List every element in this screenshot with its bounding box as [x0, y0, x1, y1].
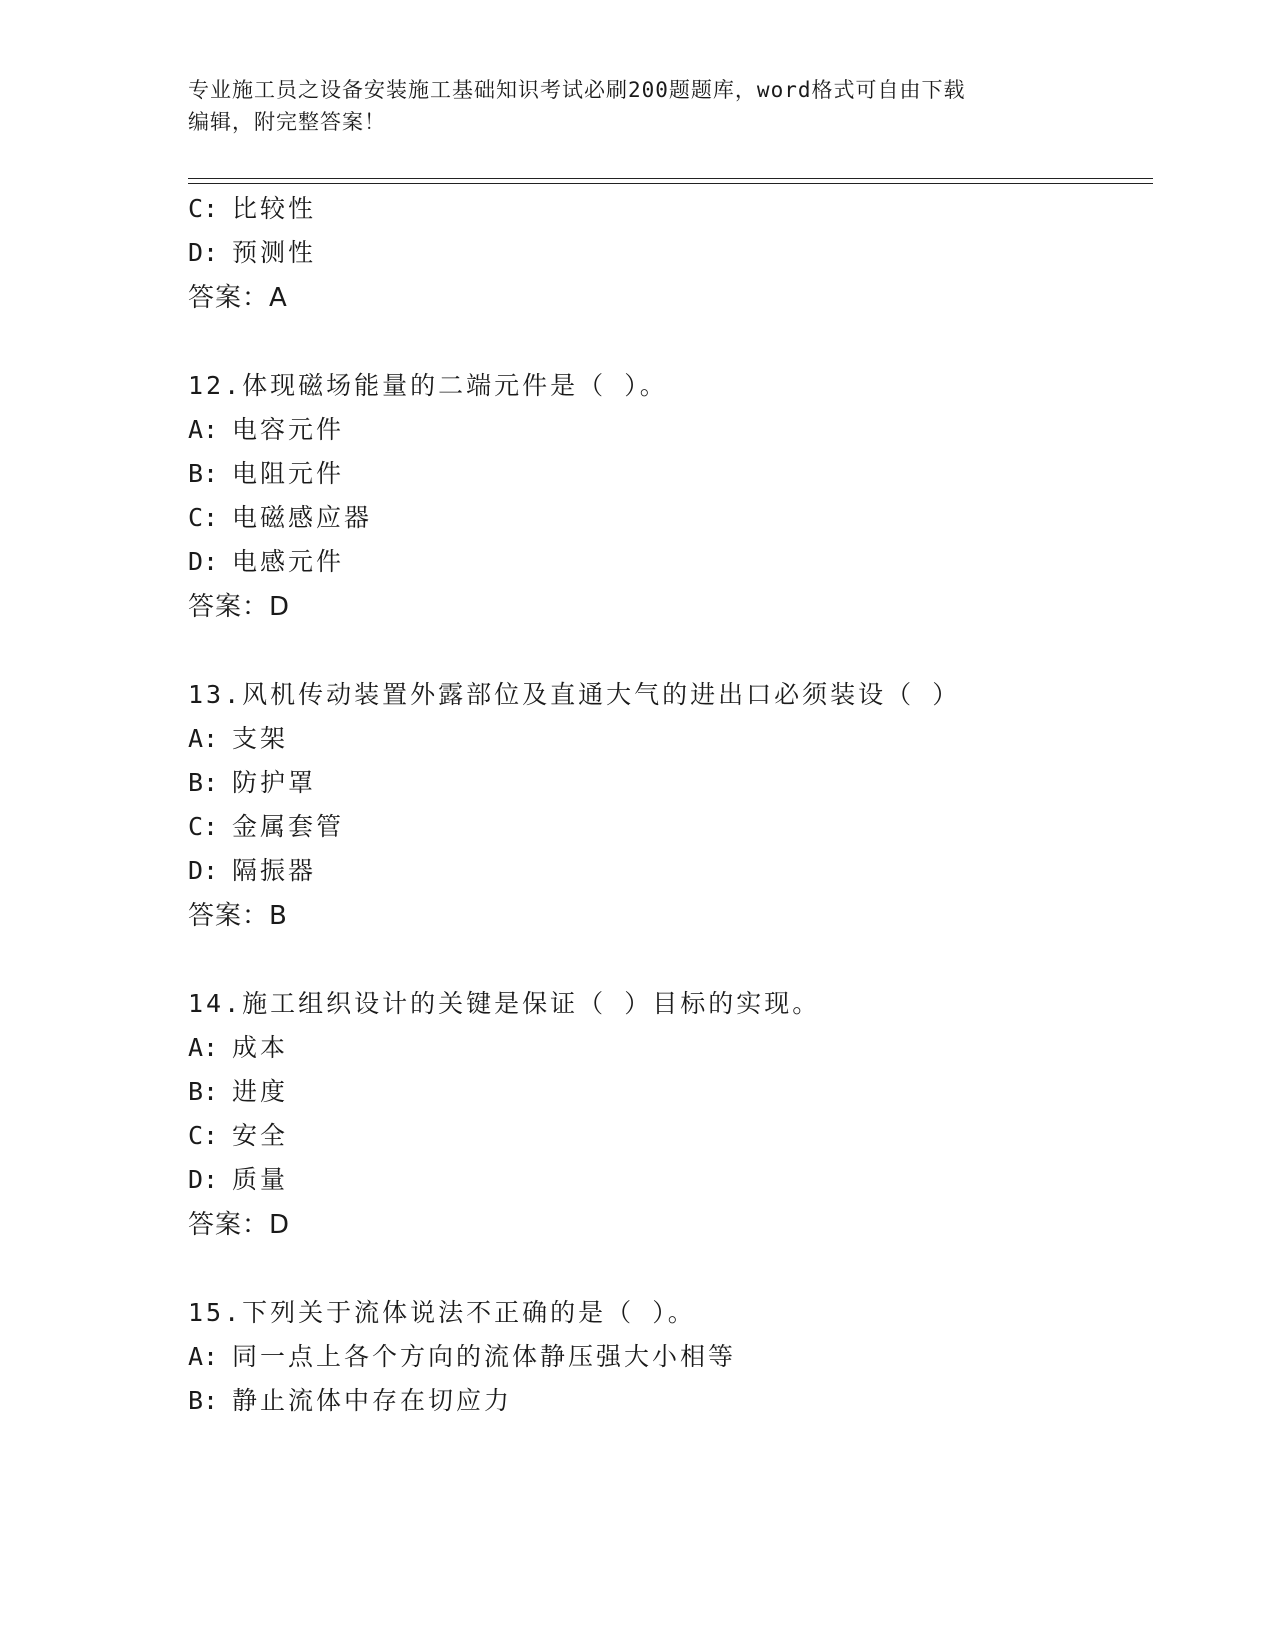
q14-option-b [188, 1076, 288, 1108]
q11-option-d [188, 237, 316, 269]
option-text: 金属套管 [232, 812, 345, 841]
option-letter: D: [188, 856, 219, 885]
q14-answer: 答案：D [188, 1210, 291, 1240]
option-text: 成本 [232, 1033, 289, 1062]
q13-question: 13.风机传动装置外露部位及直通大气的进出口必须装设（ ） [188, 680, 961, 709]
q11-answer: 答案：A [188, 283, 288, 313]
option-letter: B: [188, 768, 219, 797]
option-text: 进度 [232, 1077, 289, 1106]
option-letter: B: [188, 459, 219, 488]
q15-option-b [188, 1385, 512, 1417]
option-text: 同一点上各个方向的流体静压强大小相等 [232, 1342, 737, 1371]
q12-option-a [188, 414, 344, 446]
option-text: 电感元件 [232, 547, 345, 576]
option-letter: D: [188, 1165, 219, 1194]
option-letter: D: [188, 238, 219, 267]
q12-option-c [188, 502, 372, 534]
q13-option-c [188, 811, 344, 843]
option-text: 电容元件 [232, 415, 345, 444]
q12-option-b [188, 458, 344, 490]
q12-question: 12.体现磁场能量的二端元件是（ ）。 [188, 371, 668, 400]
q13-option-a [188, 723, 288, 755]
header-line-2: 编辑，附完整答案！ [188, 110, 386, 134]
option-text: 电阻元件 [232, 459, 345, 488]
option-letter: C: [188, 194, 219, 223]
option-text: 比较性 [232, 194, 317, 223]
q12-answer: 答案：D [188, 592, 291, 622]
option-letter: A: [188, 1033, 219, 1062]
q14-option-c [188, 1120, 288, 1152]
option-text: 预测性 [232, 238, 317, 267]
header-line-1: 专业施工员之设备安装施工基础知识考试必刷200题题库，word格式可自由下载 [188, 78, 966, 102]
option-text: 防护罩 [232, 768, 317, 797]
q13-option-d [188, 855, 316, 887]
option-letter: C: [188, 503, 219, 532]
option-text: 质量 [232, 1165, 289, 1194]
option-letter: D: [188, 547, 219, 576]
option-text: 支架 [232, 724, 289, 753]
option-letter: A: [188, 724, 219, 753]
option-letter: C: [188, 812, 219, 841]
option-letter: A: [188, 1342, 219, 1371]
q13-answer: 答案：B [188, 901, 288, 931]
header-divider-bottom [188, 183, 1153, 184]
document-header [188, 74, 1088, 138]
option-text: 静止流体中存在切应力 [232, 1386, 513, 1415]
q13-option-b [188, 767, 316, 799]
q15-option-a [188, 1341, 736, 1373]
option-letter: A: [188, 415, 219, 444]
q11-option-c [188, 193, 316, 225]
option-text: 隔振器 [232, 856, 317, 885]
option-letter: B: [188, 1077, 219, 1106]
option-text: 安全 [232, 1121, 289, 1150]
option-letter: B: [188, 1386, 219, 1415]
option-letter: C: [188, 1121, 219, 1150]
q14-option-d [188, 1164, 288, 1196]
q15-question: 15.下列关于流体说法不正确的是（ ）。 [188, 1298, 696, 1327]
header-divider-top [188, 178, 1153, 179]
q14-question: 14.施工组织设计的关键是保证（ ）目标的实现。 [188, 989, 821, 1018]
q14-option-a [188, 1032, 288, 1064]
q12-option-d [188, 546, 344, 578]
option-text: 电磁感应器 [232, 503, 373, 532]
